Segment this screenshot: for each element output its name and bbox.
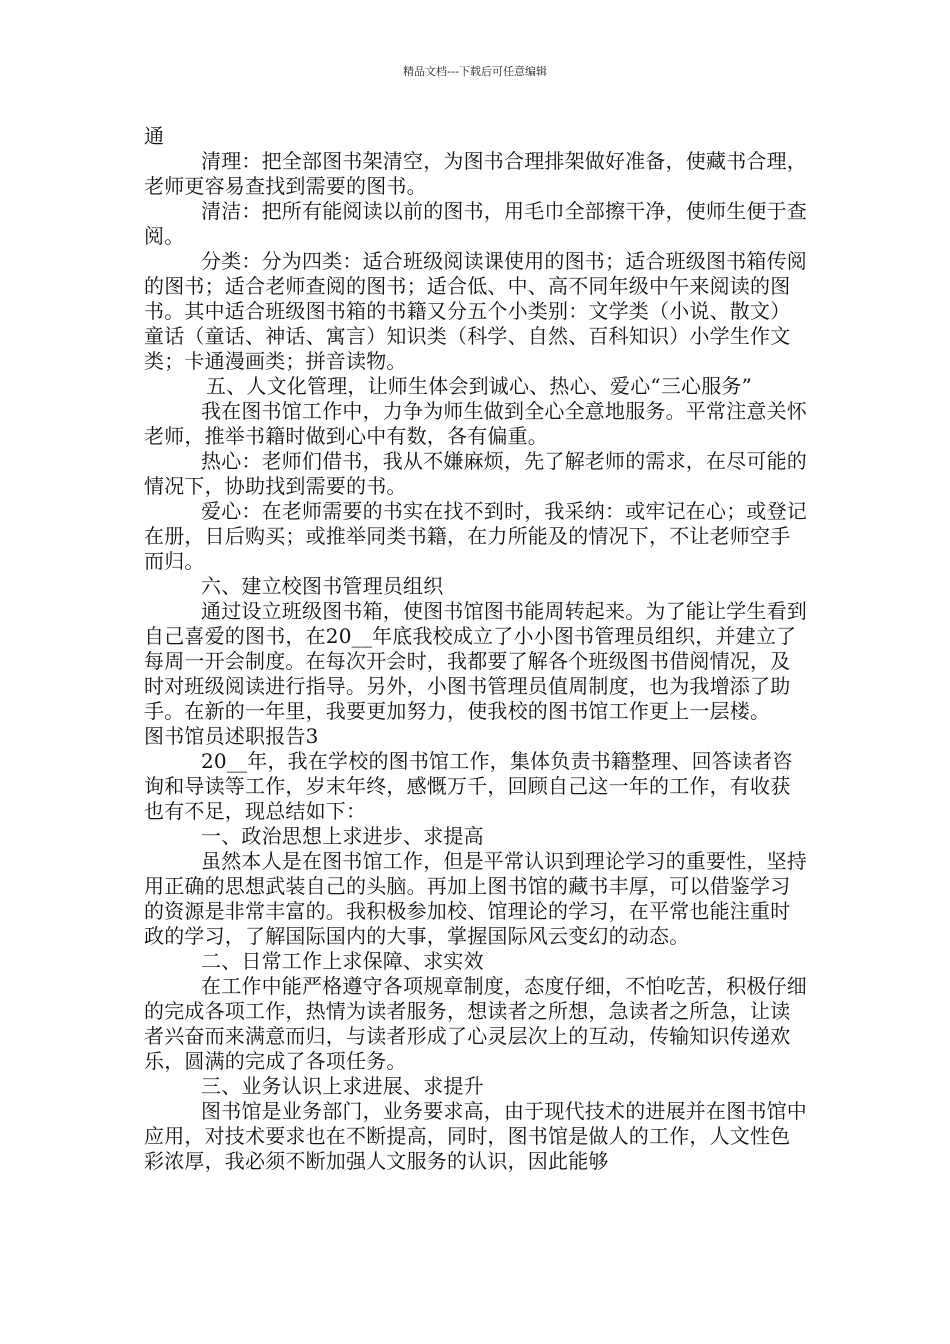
paragraph: 我在图书馆工作中，力争为师生做到全心全意地服务。平常注意关怀老师，推举书籍时做到心中有数，各有偏重。 <box>144 399 807 448</box>
paragraph: 清理：把全部图书架清空，为图书合理排架做好准备，使藏书合理，老师更容易查找到需要的图书。 <box>144 149 807 198</box>
paragraph: 热心：老师们借书，我从不嫌麻烦，先了解老师的需求，在尽可能的情况下，协助找到需要的书。 <box>144 449 807 498</box>
section-heading: 二、日常工作上求保障、求实效 <box>201 949 484 973</box>
paragraph: 清洁：把所有能阅读以前的图书，用毛巾全部擦干净，使师生便于查阅。 <box>144 199 807 248</box>
paragraph: 在工作中能严格遵守各项规章制度，态度仔细，不怕吃苦，积极仔细的完成各项工作，热情为读者服务，想读者之所想，急读者之所急，让读者兴奋而来满意而归，与读者形成了心灵层次上的互动，传输知识传递欢乐，圆满的完成了各项任务。 <box>144 974 807 1073</box>
document-body <box>144 124 821 1174</box>
section-heading: 六、建立校图书管理员组织 <box>201 574 444 598</box>
paragraph: 分类：分为四类：适合班级阅读课使用的图书；适合班级图书箱传阅的图书；适合老师查阅的图书；适合低、中、高不同年级中午来阅读的图书。其中适合班级图书箱的书籍又分五个小类别：文学类（小说、散文）童话（童话、神话、寓言）知识类（科学、自然、百科知识）小学生作文类；卡通漫画类；拼音读物。 <box>144 249 807 373</box>
section-heading: 五、人文化管理，让师生体会到诚心、热心、爱心“三心服务” <box>206 374 753 398</box>
section-heading: 三、业务认识上求进展、求提升 <box>201 1074 484 1098</box>
section-heading: 一、政治思想上求进步、求提高 <box>201 824 484 848</box>
paragraph: 图书馆是业务部门，业务要求高，由于现代技术的进展并在图书馆中应用，对技术要求也在不断提高，同时，图书馆是做人的工作，人文性色彩浓厚，我必须不断加强人文服务的认识，因此能够 <box>144 1099 807 1173</box>
paragraph: 通过设立班级图书箱，使图书馆图书能周转起来。为了能让学生看到自己喜爱的图书，在20__年底我校成立了小小图书管理员组织，并建立了每周一开会制度。在每次开会时，我都要了解各个班级图书借阅情况，及时对班级阅读进行指导。另外，小图书管理员值周制度，也为我增添了助手。在新的一年里，我要更加努力，使我校的图书馆工作更上一层楼。 图书馆员述职报告3 <box>144 599 821 748</box>
paragraph: 20__年，我在学校的图书馆工作，集体负责书籍整理、回答读者咨询和导读等工作，岁末年终，感慨万千，回顾自己这一年的工作，有收获也有不足，现总结如下： <box>144 749 793 823</box>
paragraph: 虽然本人是在图书馆工作，但是平常认识到理论学习的重要性，坚持用正确的思想武装自己的头脑。再加上图书馆的藏书丰厚，可以借鉴学习的资源是非常丰富的。我积极参加校、馆理论的学习，在平常也能注重时政的学习，了解国际国内的大事，掌握国际风云变幻的动态。 <box>144 849 807 948</box>
paragraph: 爱心：在老师需要的书实在找不到时，我采纳：或牢记在心；或登记在册，日后购买；或推举同类书籍，在力所能及的情况下，不让老师空手而归。 <box>144 499 807 573</box>
page-header: 精品文档---下载后可任意编辑 <box>403 65 547 78</box>
paragraph: 通 <box>144 124 165 148</box>
